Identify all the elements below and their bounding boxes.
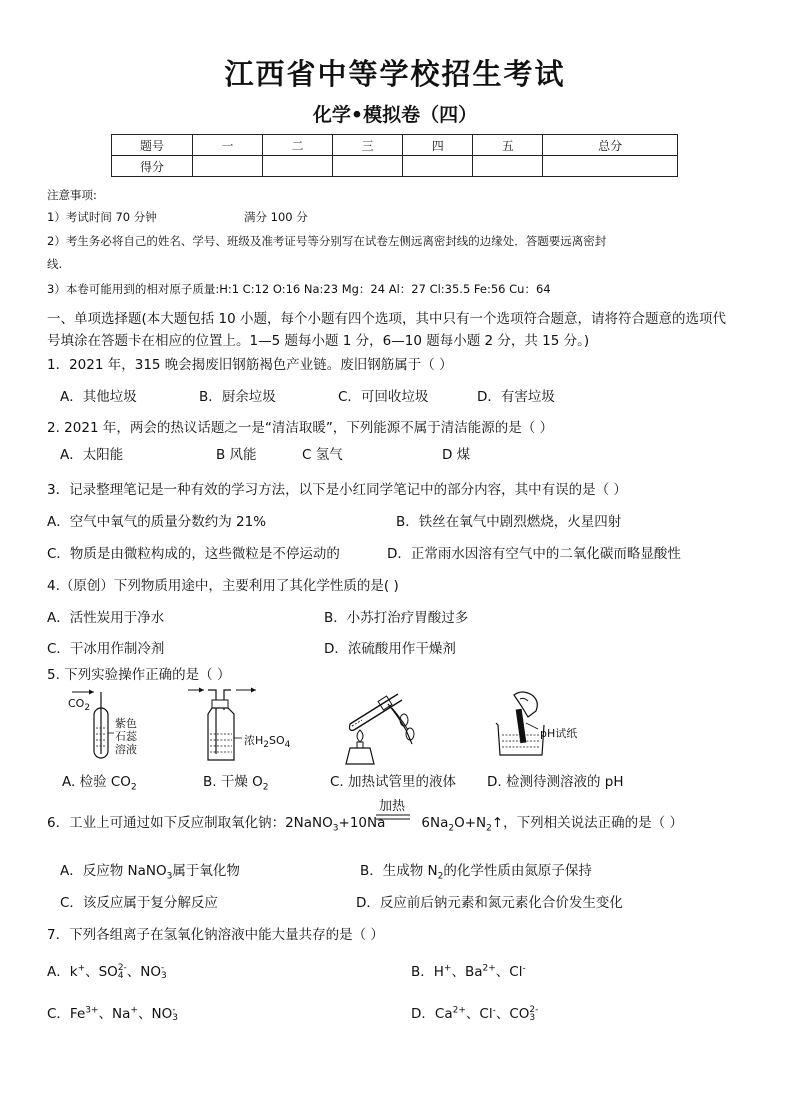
score-cell[interactable]	[473, 156, 543, 177]
q3-option-c[interactable]: C．物质是由微粒构成的，这些微粒是不停运动的	[47, 546, 340, 562]
q7-option-d[interactable]: D．$Ca^{2+}$、Cl-、CO 2- 3	[411, 1005, 539, 1023]
q5-option-c[interactable]: C. 加热试管里的液体	[330, 774, 457, 790]
q7-stem: 7．下列各组离子在氢氧化钠溶液中能大量共存的是（ ）	[47, 927, 384, 943]
section1-line2: 号填涂在答题卡在相应的位置上。1—5 题每小题 1 分，6—10 题每小题 2 分，共 15 分。)	[47, 333, 590, 349]
q4-option-b[interactable]: B．小苏打治疗胃酸过多	[324, 610, 469, 626]
note-full-score: 满分 100 分	[244, 210, 308, 224]
score-cell[interactable]	[333, 156, 403, 177]
q6-stem: 6．工业上可通过如下反应制取氧化钠：2NaNO$_3$+10Na $6Na_2O+N_2↑$，下列相关说法正确的是（ ）	[47, 815, 683, 834]
note-time: 1）考试时间 70 分钟	[47, 210, 157, 224]
note-item2-line2: 线.	[47, 257, 63, 271]
q1-option-d[interactable]: D．有害垃圾	[477, 389, 555, 405]
row-label: 得分	[112, 156, 193, 177]
q6-option-b[interactable]: B．生成物 $N_2$的化学性质由氮原子保持	[360, 863, 592, 882]
q7-option-c[interactable]: C．$Fe^{3+}$、Na+、NO - 3	[47, 1005, 178, 1023]
q2-stem: 2. 2021 年，两会的热议话题之一是“清洁取暖”，下列能源不属于清洁能源的是（ ）	[47, 420, 554, 436]
test-tube-figure	[66, 688, 156, 760]
q4-stem: 4.（原创）下列物质用途中，主要利用了其化学性质的是( )	[47, 578, 399, 594]
header-cell: 三	[333, 135, 403, 156]
header-cell: 一	[193, 135, 263, 156]
score-cell[interactable]	[193, 156, 263, 177]
q7-option-b[interactable]: B．H+、$Ba^{2+}$、Cl-	[411, 963, 526, 980]
header-cell: 总分	[543, 135, 678, 156]
notes-heading: 注意事项:	[47, 188, 97, 202]
section1-line1: 一、单项选择题(本大题包括 10 小题，每个小题有四个选项，其中只有一个选项符合题意，请将符合题意的选项代	[47, 311, 727, 327]
q6-option-d[interactable]: D．反应前后钠元素和氮元素化合价发生变化	[356, 895, 623, 911]
score-cell[interactable]	[403, 156, 473, 177]
q5-stem: 5. 下列实验操作正确的是（ ）	[47, 667, 231, 683]
ph-test-figure	[492, 689, 552, 759]
gas-washing-bottle-figure	[186, 686, 266, 764]
header-cell: 四	[403, 135, 473, 156]
fig-b-acid-label: 浓$H_2SO_4$	[244, 734, 291, 751]
q6-option-a[interactable]: A．反应物 NaNO$_3$属于氧化物	[60, 863, 240, 882]
q2-option-a[interactable]: A．太阳能	[60, 447, 124, 463]
q7-option-a[interactable]: A．k+、SO 2- 4 、NO - 3	[47, 963, 167, 981]
header-cell: 五	[473, 135, 543, 156]
score-table	[111, 134, 678, 177]
q2-option-b[interactable]: B 风能	[216, 447, 257, 463]
q2-option-d[interactable]: D 煤	[442, 447, 471, 463]
fig-a-liquid-label: 紫色 石蕊 溶液	[115, 717, 137, 756]
q1-option-a[interactable]: A．其他垃圾	[60, 389, 137, 405]
heating-test-tube-figure	[340, 686, 430, 768]
note-atomic-masses: 3）本卷可能用到的相对原子质量:H:1 C:12 O:16 Na:23 Mg：24 Al：27 Cl:35.5 Fe:56 Cu：64	[47, 282, 551, 296]
exam-subtitle: 化学•模拟卷（四）	[312, 104, 478, 126]
fig-a-gas-label: $CO_2$	[68, 697, 91, 714]
header-cell: 题号	[112, 135, 193, 156]
q4-option-d[interactable]: D．浓硫酸用作干燥剂	[324, 641, 456, 657]
q1-stem: 1．2021 年，315 晚会揭废旧钢筋褐色产业链。废旧钢筋属于（ ）	[47, 357, 453, 373]
score-table-score-row	[112, 156, 678, 177]
q3-option-d[interactable]: D．正常雨水因溶有空气中的二氧化碳而略显酸性	[387, 546, 681, 562]
note-item2-line1: 2）考生务必将自己的姓名、学号、班级及准考证号等分别写在试卷左侧远离密封线的边缘处．答题要远离密封	[47, 234, 607, 248]
q3-stem: 3．记录整理笔记是一种有效的学习方法，以下是小红同学笔记中的部分内容，其中有误的是（ ）	[47, 482, 627, 498]
q5-option-a[interactable]: A. 检验 $CO_2$	[62, 774, 137, 793]
header-cell: 二	[263, 135, 333, 156]
q3-option-a[interactable]: A．空气中氧气的质量分数约为 21%	[47, 514, 267, 530]
q3-option-b[interactable]: B．铁丝在氧气中剧烈燃烧，火星四射	[396, 514, 622, 530]
score-table-header-row	[112, 135, 678, 156]
q1-option-c[interactable]: C．可回收垃圾	[338, 389, 429, 405]
exam-title: 江西省中等学校招生考试	[224, 57, 566, 91]
q6-option-c[interactable]: C．该反应属于复分解反应	[60, 895, 218, 911]
fig-d-paper-label: pH试纸	[540, 727, 578, 740]
q6-reaction-condition: 加热	[379, 799, 406, 814]
score-cell[interactable]	[543, 156, 678, 177]
q2-option-c[interactable]: C 氢气	[302, 447, 343, 463]
q4-option-a[interactable]: A．活性炭用于净水	[47, 610, 165, 626]
score-cell[interactable]	[263, 156, 333, 177]
q1-option-b[interactable]: B．厨余垃圾	[199, 389, 276, 405]
q5-option-d[interactable]: D. 检测待测溶液的 pH	[487, 774, 624, 790]
q5-option-b[interactable]: B. 干燥 $O_2$	[203, 774, 269, 793]
q4-option-c[interactable]: C．干冰用作制冷剂	[47, 641, 165, 657]
